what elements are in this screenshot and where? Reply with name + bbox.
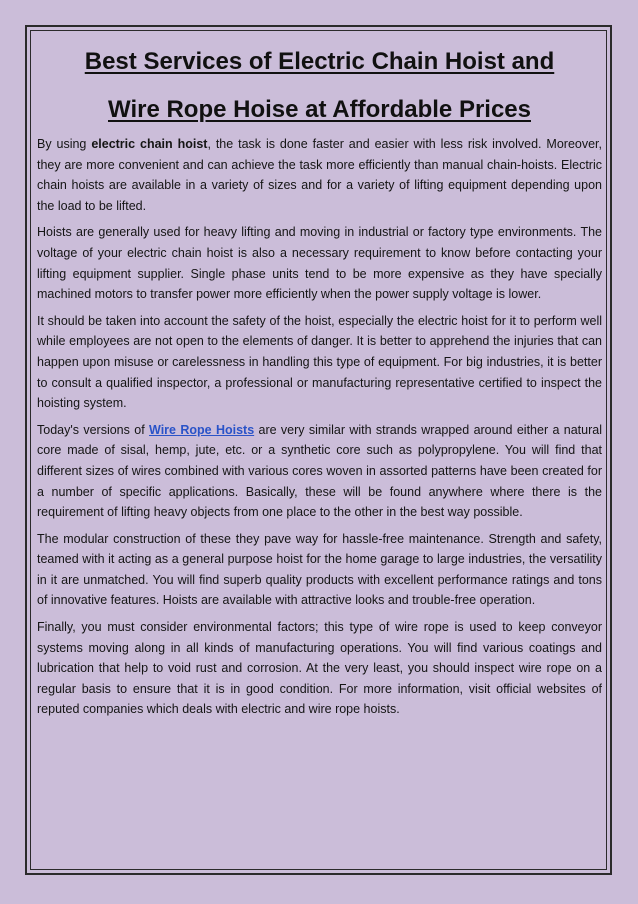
paragraph-text: are very similar with strands wrapped around either a natural core made of sisal, hemp, jute, etc. or a synthetic core such as polypropylene. You will find that different sizes of wires combined with various cores woven in assorted patterns have been created for a number of specific applications. Basically, these will be found anywhere where there is the requirement of lifting heavy objects from one place to the other in the best way possible. bbox=[37, 422, 602, 520]
paragraph-safety: It should be taken into account the safety of the hoist, especially the electric hoist for it to perform well while employees are not open to the elements of danger. It is better to apprehend the injuries that can happen upon misuse or carelessness in handling this type of equipment. For big industries, it is better to consult a qualified inspector, a professional or manufacturing representative certified to inspect the hoisting system. bbox=[37, 313, 602, 411]
paragraph-text: Today's versions of bbox=[37, 422, 150, 437]
paragraph-environmental: Finally, you must consider environmental factors; this type of wire rope is used to keep conveyor systems moving along in all kinds of manufacturing operations. You will find various coatings and lubrication that help to void rust and corrosion. At the very least, you should inspect wire rope on a regular basis to ensure that it is in good condition. For more information, visit official websites of reputed companies which deals with electric and wire rope hoists. bbox=[37, 620, 602, 717]
paragraph-modular: The modular construction of these they pave way for hassle-free maintenance. Strength and safety, teamed with it acting as a general purpose hoist for the home garage to large industries, the versatility in it are unmatched. You will find superb quality products with excellent performance ratings and tons of innovative features. Hoists are available with attractive looks and trouble-free operation. bbox=[37, 531, 602, 608]
paragraph-text: , the task is done faster and easier with less risk involved. Moreover, they are more convenient and can achieve the task more efficiently than manual chain-hoists. Electric chain hoists are available in a variety of sizes and for a variety of lifting equipment depending upon the load to be lifted. bbox=[37, 137, 603, 213]
paragraph-text: By using bbox=[37, 137, 92, 151]
paragraph-hoists-usage: Hoists are generally used for heavy lifting and moving in industrial or factory type environments. The voltage of your electric chain hoist is also a necessary requirement to know before contacting your lifting equipment supplier. Single phase units tend to be more expensive as they have specially machined motors to transfer power more efficiently when the power supply voltage is lower. bbox=[37, 225, 602, 302]
paragraph-wire-rope bbox=[37, 420, 602, 523]
document-title bbox=[37, 38, 602, 134]
wire-rope-hoists-link[interactable]: Wire Rope Hoists bbox=[149, 422, 255, 437]
document-body bbox=[37, 38, 602, 726]
keyword-electric-chain-hoist: electric chain hoist bbox=[91, 137, 208, 151]
paragraph-intro bbox=[37, 134, 602, 216]
title-line-2: Wire Rope Hoise at Affordable Prices bbox=[108, 96, 531, 123]
title-line-1: Best Services of Electric Chain Hoist and bbox=[84, 48, 555, 75]
